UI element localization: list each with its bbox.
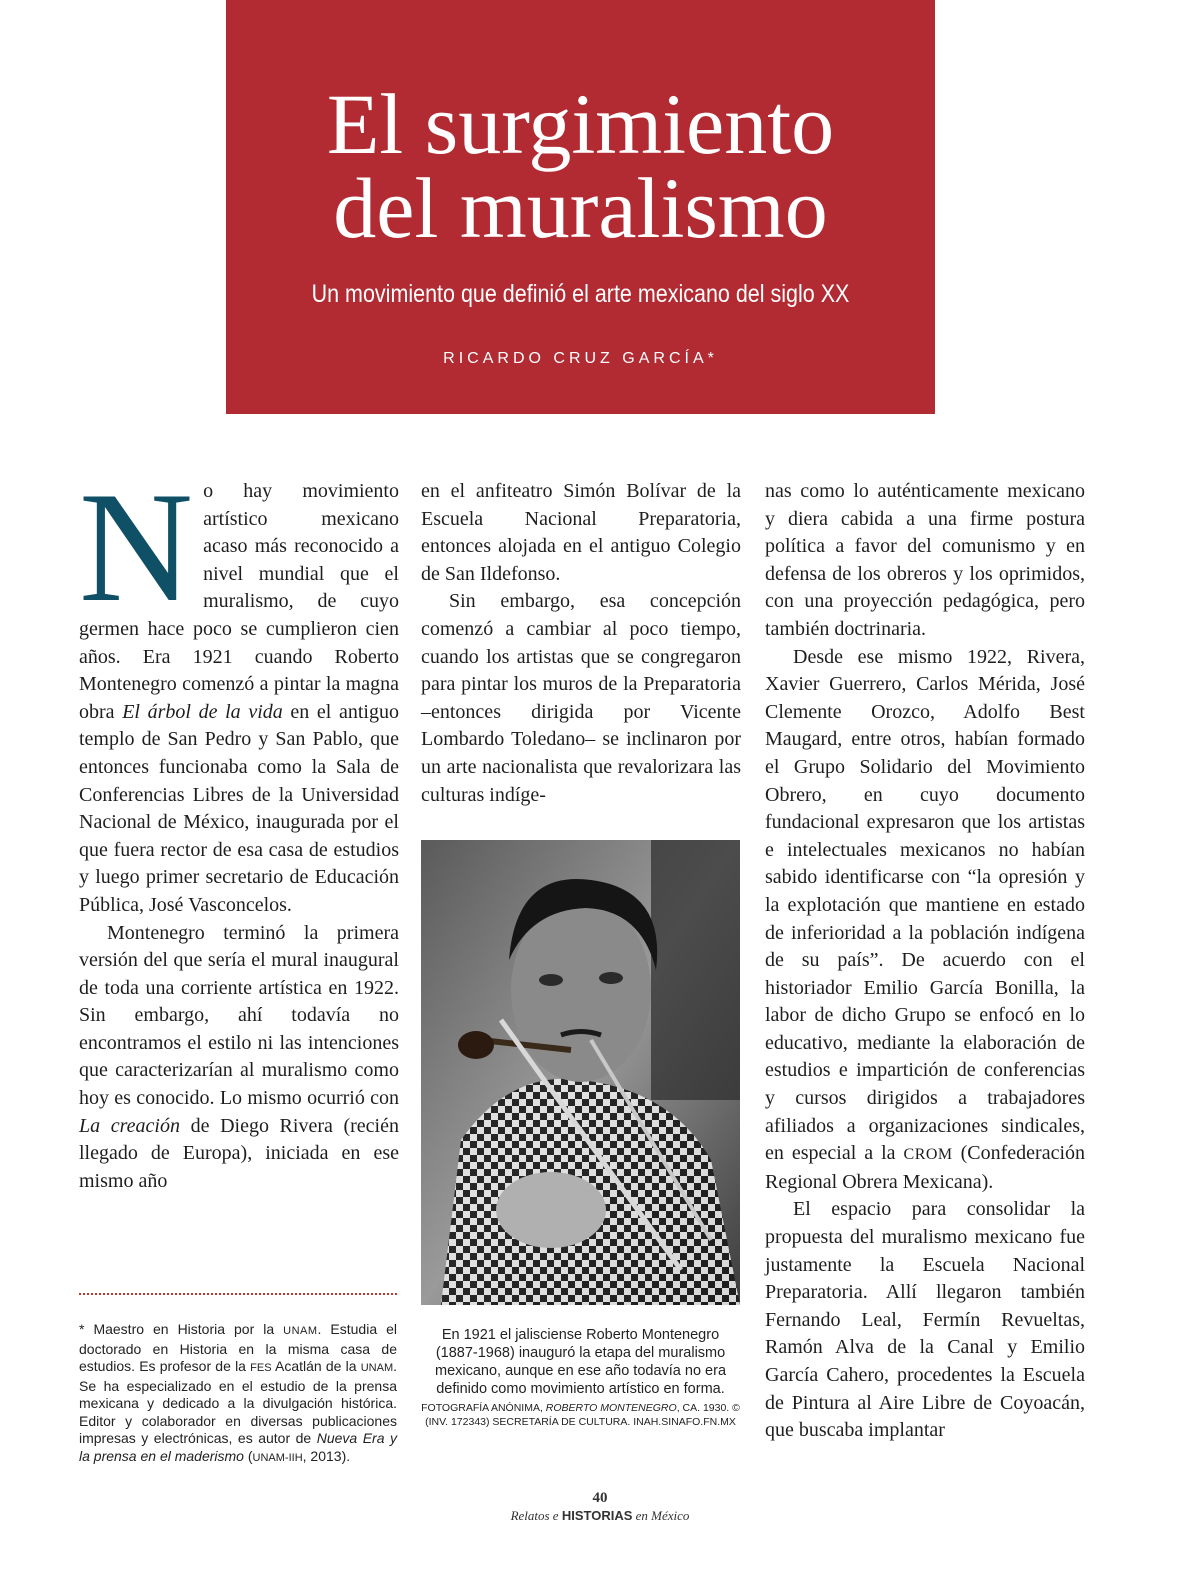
author-footnote — [79, 1321, 397, 1467]
portrait-photo — [421, 840, 740, 1305]
article-subtitle: Un movimiento que definió el arte mexicano del siglo XX — [311, 280, 850, 308]
article-author: RICARDO CRUZ GARCÍA* — [443, 350, 718, 367]
article-title — [226, 76, 935, 256]
paragraph — [79, 920, 399, 1196]
paragraph — [79, 460, 399, 920]
photo-caption — [421, 1326, 740, 1429]
paragraph-text: o hay movimiento artístico mexicano acaso más reconocido a nivel mundial que el muralismo, de cuyo germen hace poco se cumplieron cien años. Era 1921 cuando Roberto Montenegro comenzó a pintar la magna obra — [79, 480, 399, 723]
footnote-text: * Maestro en Historia por la UNAM. Estudia el doctorado en Historia en la misma casa de estudios. Es profesor de la FES Acatlán de la UNAM. Se ha especializado en el estudio de la prensa mexicana y dedicado a la divulgación histórica. Editor y colaborador en diversas publicaciones impresas y electrónicas, es autor de Nueva Era y la prensa en el maderismo (UNAM-IIH, 2013). — [79, 1321, 397, 1464]
title-banner — [226, 0, 935, 414]
artwork-title: El árbol de la vida — [122, 700, 283, 723]
paragraph-text: de Diego Rivera (recién llegado de Europa), iniciada en ese mismo año — [79, 1114, 399, 1192]
magazine-name: Relatos e HISTORIAS en México — [510, 1508, 690, 1523]
caption-text: En 1921 el jalisciense Roberto Montenegro (1887-1968) inauguró la etapa del muralismo mexicano, aunque en ese año todavía no era definido como movimiento artístico en forma. — [434, 1327, 727, 1397]
paragraph: El espacio para consolidar la propuesta del muralismo mexicano fue justamente la Escuela Nacional Preparatoria. Allí llegaron también Fernando Leal, Fermín Revueltas, Ramón Alva de la Canal y Emilio García Cahero, procedentes la Escuela de Pintura al Aire Libre de Coyoacán, que buscaba implantar — [765, 1198, 1085, 1442]
paragraph-text: (Confederación Regional Obrera Mexicana). — [765, 1142, 1086, 1193]
portrait-image — [421, 840, 740, 1305]
artwork-title: La creación — [79, 1114, 180, 1137]
paragraph-text: en el antiguo templo de San Pedro y San Pablo, que entonces funcionaba como la Sala de Conferencias Libres de la Universidad Nacional de México, inaugurada por el que fuera rector de esa casa de estudios y luego primer secretario de Educación Pública, José Vasconcelos. — [79, 700, 399, 916]
article-column-2 — [421, 478, 741, 809]
paragraph-text: Desde ese mismo 1922, Rivera, Xavier Guerrero, Carlos Mérida, José Clemente Orozco, Adolfo Best Maugard, entre otros, habían formado el Grupo Solidario del Movimiento Obrero, en cuyo documento fundacional expresaron que los artistas e intelectuales mexicanos no habían sabido identificarse con “la opresión y la explotación que mantiene en estado de inferioridad a la población indígena de su país”. De acuerdo con el historiador Emilio García Bonilla, la labor de dicho Grupo se enfocó en lo educativo, mediante la elaboración de estudios e impartición de conferencias y cursos dirigidos a trabajadores afiliados a organizaciones sindicales, en especial a la — [765, 645, 1085, 1165]
paragraph — [765, 644, 1085, 1197]
paragraph: nas como lo auténticamente mexicano y diera cabida a una firme postura política a favor del comunismo y en defensa de los obreros y los oprimidos, con una proyección pedagógica, pero también doctrinaria. — [765, 480, 1085, 640]
photo-credit: FOTOGRAFÍA ANÓNIMA, ROBERTO MONTENEGRO, CA. 1930. © (INV. 172343) SECRETARÍA DE CULTURA. INAH.SINAFO.FN.MX — [421, 1402, 740, 1428]
page-number: 40 — [592, 1490, 608, 1506]
page-footer — [0, 1490, 1200, 1526]
article-title-line-1: El surgimiento — [326, 76, 835, 172]
paragraph: en el anfiteatro Simón Bolívar de la Escuela Nacional Preparatoria, entonces alojada en el antiguo Colegio de San Ildefonso. — [421, 480, 741, 585]
article-column-1 — [79, 460, 399, 1195]
article-column-3 — [765, 478, 1085, 1445]
paragraph-text: Montenegro terminó la primera versión del que sería el mural inaugural de toda una corriente artística en 1922. Sin embargo, ahí todavía no encontramos el estilo ni las intenciones que caracterizarían al muralismo como hoy es conocido. Lo mismo ocurrió con — [79, 921, 399, 1110]
drop-cap: N — [79, 460, 194, 635]
acronym: CROM — [903, 1146, 953, 1164]
footnote-divider — [79, 1293, 397, 1295]
paragraph: Sin embargo, esa concepción comenzó a cambiar al poco tiempo, cuando los artistas que se congregaron para pintar los muros de la Preparatoria –entonces dirigida por Vicente Lombardo Toledano– se inclinaron por un arte nacionalista que revalorizara las culturas indíge- — [421, 590, 741, 806]
book-title: Nueva Era y la prensa en el maderismo — [79, 1430, 397, 1464]
article-title-line-2: del muralismo — [333, 160, 828, 256]
